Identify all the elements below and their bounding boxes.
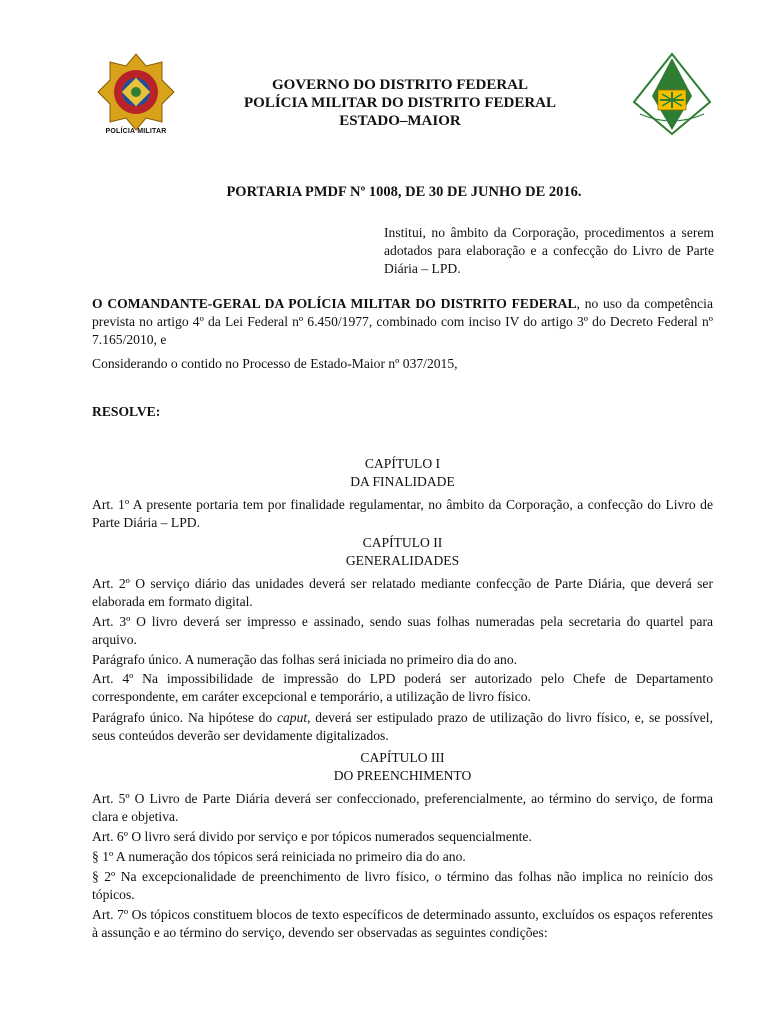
chapter-2-title: CAPÍTULO II bbox=[362, 535, 443, 550]
chapter-3-heading bbox=[92, 749, 713, 785]
article-6-paragraph-2: § 2º Na excepcionalidade de preenchimento de livro físico, o término das folhas não implica no reinício dos tópicos. bbox=[92, 869, 713, 902]
chapter-2-subtitle: GENERALIDADES bbox=[345, 553, 460, 568]
article-3-paragraph: Parágrafo único. A numeração das folhas será iniciada no primeiro dia do ano. bbox=[92, 652, 518, 667]
article-1: Art. 1º A presente portaria tem por finalidade regulamentar, no âmbito da Corporação, a confecção do Livro de Parte Diária – LPD. bbox=[92, 497, 713, 530]
article-4-paragraph-end: , deverá ser estipulado prazo de utilização do livro físico, e, se possível, seus conteúdos deverão ser devidamente digitalizados. bbox=[92, 710, 713, 743]
chapter-3-subtitle: DO PREENCHIMENTO bbox=[333, 768, 472, 783]
article-6-paragraph-1: § 1º A numeração dos tópicos será reiniciada no primeiro dia do ano. bbox=[92, 849, 466, 864]
preamble-authority: O COMANDANTE-GERAL DA POLÍCIA MILITAR DO DISTRITO FEDERAL bbox=[92, 296, 577, 311]
article-4-paragraph bbox=[92, 709, 713, 745]
caput-term: caput bbox=[276, 710, 308, 725]
chapter-1-subtitle: DA FINALIDADE bbox=[350, 474, 455, 489]
article-7: Art. 7º Os tópicos constituem blocos de texto específicos de determinado assunto, excluídos os espaços referentes à assunção e ao término do serviço, devendo ser observadas as seguintes condições: bbox=[92, 907, 713, 940]
article-5: Art. 5º O Livro de Parte Diária deverá ser confeccionado, preferencialmente, ao término do serviço, de forma clara e objetiva. bbox=[92, 791, 713, 824]
article-3: Art. 3º O livro deverá ser impresso e assinado, sendo suas folhas numeradas pela secretaria do quartel para arquivo. bbox=[92, 614, 713, 647]
resolve-heading: RESOLVE: bbox=[92, 404, 161, 419]
article-6: Art. 6º O livro será divido por serviço e por tópicos numerados sequencialmente. bbox=[92, 829, 532, 844]
article-2: Art. 2º O serviço diário das unidades deverá ser relatado mediante confecção de Parte Diária, que deverá ser elaborada em formato digital. bbox=[92, 576, 713, 609]
left-logo-caption: POLÍCIA MILITAR bbox=[105, 128, 167, 135]
chapter-3-title: CAPÍTULO III bbox=[360, 750, 445, 765]
chapter-1-heading bbox=[92, 455, 713, 491]
considerando: Considerando o contido no Processo de Estado-Maior nº 037/2015, bbox=[92, 356, 458, 371]
preamble bbox=[92, 295, 713, 349]
article-4-paragraph-start: Parágrafo único. Na hipótese do bbox=[92, 710, 277, 725]
header-line-staff: ESTADO–MAIOR bbox=[339, 113, 461, 129]
header-line-police: POLÍCIA MILITAR DO DISTRITO FEDERAL bbox=[243, 95, 556, 111]
chapter-2-heading bbox=[92, 534, 713, 570]
portaria-title: PORTARIA PMDF Nº 1008, DE 30 DE JUNHO DE 2016. bbox=[226, 184, 582, 200]
header-line-government: GOVERNO DO DISTRITO FEDERAL bbox=[271, 77, 529, 93]
ementa: Institui, no âmbito da Corporação, procedimentos a serem adotados para elaboração e a confecção do Livro de Parte Diária – LPD. bbox=[384, 225, 714, 276]
document-header bbox=[190, 76, 610, 130]
article-4: Art. 4º Na impossibilidade de impressão do LPD poderá ser autorizado pelo Chefe de Departamento correspondente, em caráter excepcional e temporário, a utilização de livro físico. bbox=[92, 671, 713, 704]
df-coat-of-arms-logo bbox=[632, 52, 712, 136]
chapter-1-title: CAPÍTULO I bbox=[364, 456, 441, 471]
preamble-competence: , no uso da competência prevista no artigo 4º da Lei Federal nº 6.450/1977, combinado com inciso IV do artigo 3º do Decreto Federal nº 7.165/2010, e bbox=[92, 296, 713, 347]
